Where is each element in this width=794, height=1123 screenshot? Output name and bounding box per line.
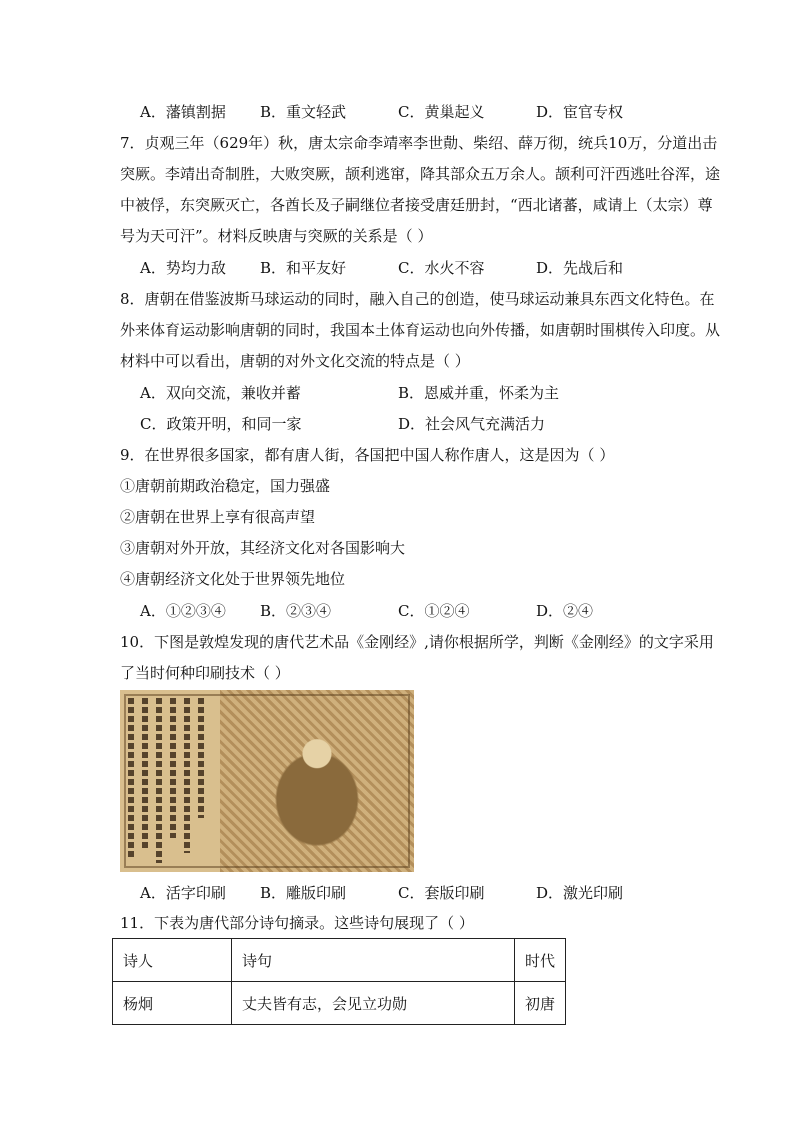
table-cell-verse: 丈夫皆有志，会见立功勋 [232, 982, 515, 1025]
q6-option-c[interactable]: C．黄巢起义 [398, 103, 485, 121]
q10-option-d[interactable]: D．激光印刷 [536, 884, 624, 902]
q7-stem-line-3: 中被俘，东突厥灭亡，各酋长及子嗣继位者接受唐廷册封，“西北诸蕃，咸请上（太宗）尊 [120, 196, 713, 214]
q8-option-d[interactable]: D．社会风气充满活力 [398, 415, 546, 433]
q9-option-a[interactable]: A．①②③④ [140, 602, 226, 620]
q6-option-a[interactable]: A．藩镇割据 [140, 103, 226, 121]
q9-stem: 9．在世界很多国家，都有唐人街，各国把中国人称作唐人，这是因为（ ） [120, 446, 615, 464]
q8-option-b[interactable]: B．恩威并重，怀柔为主 [398, 384, 560, 402]
q9-item-4: ④唐朝经济文化处于世界领先地位 [120, 570, 346, 588]
q7-option-d[interactable]: D．先战后和 [536, 259, 624, 277]
q7-stem-line-4: 号为天可汗”。材料反映唐与突厥的关系是（ ） [120, 227, 433, 245]
q8-stem-line-2: 外来体育运动影响唐朝的同时，我国本土体育运动也向外传播，如唐朝时围棋传入印度。从 [120, 321, 721, 339]
q9-option-b[interactable]: B．②③④ [260, 602, 332, 620]
table-header-era: 时代 [515, 939, 566, 982]
table-header-row [113, 939, 566, 982]
q8-stem-line-3: 材料中可以看出，唐朝的对外文化交流的特点是（ ） [120, 352, 470, 370]
table-cell-poet: 杨炯 [113, 982, 232, 1025]
table-header-verse: 诗句 [232, 939, 515, 982]
q10-option-c[interactable]: C．套版印刷 [398, 884, 485, 902]
q8-option-a[interactable]: A．双向交流，兼收并蓄 [140, 384, 301, 402]
q7-option-a[interactable]: A．势均力敌 [140, 259, 226, 277]
poetry-table [112, 938, 566, 1025]
q10-stem-line-1: 10．下图是敦煌发现的唐代艺术品《金刚经》,请你根据所学，判断《金刚经》的文字采用 [120, 633, 714, 651]
q7-option-b[interactable]: B．和平友好 [260, 259, 347, 277]
table-row [113, 982, 566, 1025]
q7-stem-line-1: 7．贞观三年（629年）秋，唐太宗命李靖率李世勣、柴绍、薛万彻，统兵10万，分道出击 [120, 134, 718, 152]
q11-stem: 11．下表为唐代部分诗句摘录。这些诗句展现了（ ） [120, 914, 474, 932]
q10-option-b[interactable]: B．雕版印刷 [260, 884, 347, 902]
q8-option-c[interactable]: C．政策开明，和同一家 [140, 415, 302, 433]
q9-item-3: ③唐朝对外开放，其经济文化对各国影响大 [120, 539, 406, 557]
q9-option-c[interactable]: C．①②④ [398, 602, 470, 620]
q9-item-1: ①唐朝前期政治稳定，国力强盛 [120, 477, 331, 495]
q6-option-d[interactable]: D．宦官专权 [536, 103, 624, 121]
table-header-poet: 诗人 [113, 939, 232, 982]
table-cell-era: 初唐 [515, 982, 566, 1025]
q9-option-d[interactable]: D．②④ [536, 602, 594, 620]
diamond-sutra-image [120, 690, 414, 872]
q8-stem-line-1: 8．唐朝在借鉴波斯马球运动的同时，融入自己的创造，使马球运动兼具东西文化特色。在 [120, 290, 715, 308]
q10-stem-line-2: 了当时何种印刷技术（ ） [120, 664, 290, 682]
q9-item-2: ②唐朝在世界上享有很高声望 [120, 508, 316, 526]
q7-stem-line-2: 突厥。李靖出奇制胜，大败突厥，颉利逃窜，降其部众五万余人。颉利可汗西逃吐谷浑，途 [120, 165, 721, 183]
q6-option-b[interactable]: B．重文轻武 [260, 103, 347, 121]
q7-option-c[interactable]: C．水火不容 [398, 259, 485, 277]
q10-option-a[interactable]: A．活字印刷 [140, 884, 226, 902]
